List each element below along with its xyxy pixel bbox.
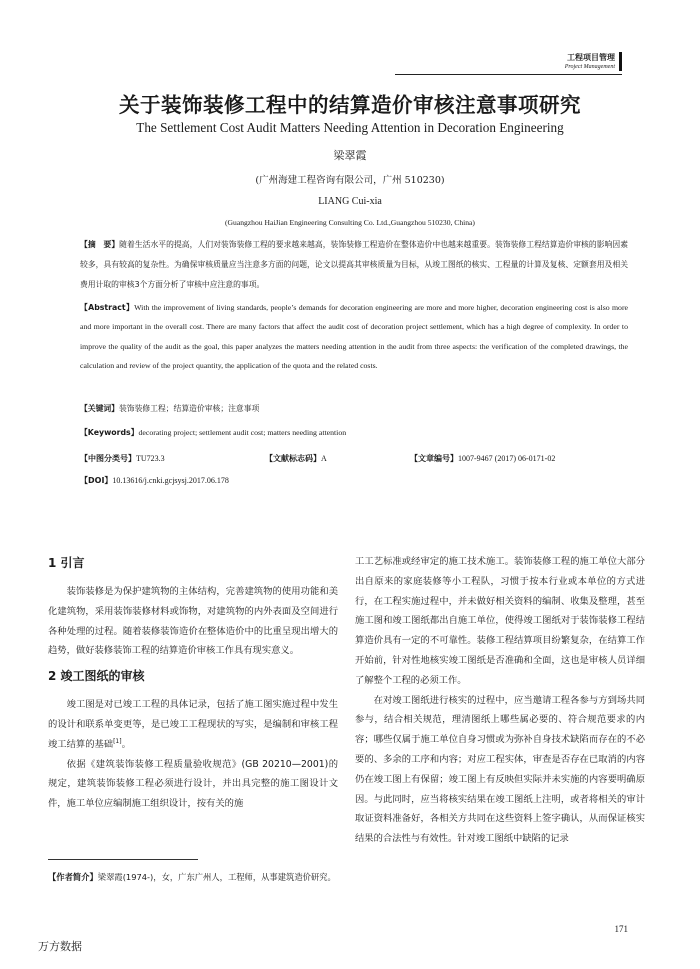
- paragraph-tail: 。: [121, 738, 131, 750]
- abstract-cn-label: 【摘 要】: [80, 240, 120, 249]
- article-no-item: [410, 450, 555, 468]
- section-heading: 1 引言: [48, 556, 85, 570]
- article-no-label: 【文章编号】: [410, 454, 458, 463]
- paragraph-text: 竣工图是对已竣工工程的具体记录，包括了施工图实施过程中发生的设计和联系单变更等，是已竣工工程现状的写实，是编制和审核工程竣工结算的基础: [48, 699, 338, 750]
- keywords-cn-text: 装饰装修工程；结算造价审核；注意事项: [118, 404, 260, 413]
- doi-label: 【DOI】: [80, 476, 113, 485]
- body-paragraph: 装饰装修是为保护建筑物的主体结构，完善建筑物的使用功能和美化建筑物，采用装饰装修材料或饰物，对建筑物的内外表面及空间进行各种处理的过程。随着装修装饰造价在整体造价中的比重呈现出增大的趋势，做好装修装饰工程的结算造价审核工作具有现实意义。: [48, 586, 338, 657]
- clc-value: TU723.3: [136, 454, 165, 463]
- doi-row: [80, 472, 628, 490]
- author-cn: 梁翠霞: [333, 149, 367, 162]
- footnote-rule: [48, 859, 198, 860]
- body-left-column: [48, 548, 338, 814]
- doc-code-label: 【文献标志码】: [265, 454, 321, 463]
- doc-code-value: A: [321, 454, 327, 463]
- keywords-cn-label: 【关键词】: [80, 404, 119, 413]
- body-paragraph: 工工艺标准或经审定的施工技术施工。装饰装修工程的施工单位大部分出自原来的家庭装修等小工程队，习惯于按本行业或本单位的方式进行，在工程实施过程中，并未做好相关资料的编制、收集及整理，甚至施工图和竣工图纸都出自施工单位，使得竣工图纸对于装饰装修工程结算造价具有一定的不可靠性。装修工程结算项目纷繁复杂，在结算工作开始前，针对性地核实竣工图纸是否准确和全面，这也是审核人员详细了解整个工程的必须工作。: [355, 556, 645, 686]
- author-en: LIANG Cui-xia: [318, 196, 382, 207]
- header-rule: [395, 74, 622, 75]
- keywords-cn: [80, 400, 628, 418]
- author-footnote: [48, 868, 338, 886]
- body-paragraph: 在对竣工图纸进行核实的过程中，应当邀请工程各参与方到场共同参与，结合相关规范，理清图纸上哪些属必要的、符合规范要求的内容；哪些仅属于施工单位自身习惯或为弥补自身技术缺陷而存在的不必要的、多余的工序和内容；对应工程实体，审查是否存在已取消的内容仍在竣工图上有保留；竣工图上有反映但实际并未实施的内容要明确原因。与此同时，应当将核实结果在竣工图纸上注明，或者将相关的审计取证资料准备好，各相关方共同在这些资料上签字确认，从而保证核实结果的合法性与有效性。针对竣工图纸中缺陷的记录: [355, 694, 645, 845]
- footnote-text: 梁翠霞(1974-)，女，广东广州人，工程师，从事建筑造价研究。: [97, 872, 336, 882]
- abstract-en-label: 【Abstract】: [80, 303, 135, 312]
- abstract-cn: [80, 235, 628, 295]
- clc-item: [80, 450, 165, 468]
- clc-label: 【中图分类号】: [80, 454, 136, 463]
- paper-title-cn: 关于装饰装修工程中的结算造价审核注意事项研究: [119, 93, 581, 117]
- affiliation-en: (Guangzhou HaiJian Engineering Consulting Co. Ltd.,Guangzhou 510230, China): [225, 218, 475, 227]
- affiliation-cn: (广州海建工程咨询有限公司，广州 510230): [255, 175, 445, 186]
- paper-title-en: The Settlement Cost Audit Matters Needing Attention in Decoration Engineering: [136, 120, 564, 135]
- abstract-en-text: With the improvement of living standards, people’s demands for decoration engineering are more and more higher, decoration engineering cost is also more and more important in the overall cost. There are many factors that affect the audit cost of decoration project settlement, which has a high degree of complexity. In order to improve the quality of the audit as the goal, this paper analyzes the matters needing attention in the audit from three aspects: the verification of the completed drawings, the calculation and review of the project quantity, the application of the quota and the related costs.: [80, 303, 628, 371]
- body-right-column: [355, 552, 645, 849]
- keywords-en: [80, 424, 628, 442]
- section-heading: 2 竣工图纸的审核: [48, 669, 145, 684]
- article-no-value: 1007-9467 (2017) 06-0171-02: [458, 454, 556, 463]
- column-name-cn: 工程项目管理: [567, 53, 615, 62]
- citation-mark: [1]: [113, 737, 122, 745]
- keywords-en-label: 【Keywords】: [80, 428, 139, 437]
- watermark: 万方数据: [38, 940, 82, 953]
- page-number: 171: [614, 924, 628, 934]
- abstract-en: [80, 298, 628, 376]
- footnote-label: 【作者简介】: [48, 872, 98, 882]
- doi-value: 10.13616/j.cnki.gcjsysj.2017.06.178: [112, 476, 229, 485]
- doc-code-item: [265, 450, 327, 468]
- body-paragraph: 依据《建筑装饰装修工程质量验收规范》(GB 20210—2001)的规定，建筑装饰装修工程必须进行设计，并出具完整的施工图设计文件，施工单位应编制施工组织设计，按有关的施: [48, 758, 338, 810]
- classification-row: [80, 450, 628, 468]
- body-paragraph: [48, 695, 338, 754]
- journal-column-tag: [565, 52, 622, 71]
- column-name-en: Project Management: [564, 64, 615, 70]
- abstract-cn-text: 随着生活水平的提高，人们对装饰装修工程的要求越来越高，装饰装修工程造价在整体造价中也越来越重要。装饰装修工程结算造价审核的影响因素较多，具有较高的复杂性。为确保审核质量应当注意多方面的问题，论文以提高其审核质量为目标，从竣工图纸的核实、工程量的计算及复核、定额套用及相关费用计取的审核3个方面分析了审核中应注意的事项。: [80, 240, 629, 289]
- keywords-en-text: decorating project; settlement audit cost; matters needing attention: [138, 428, 347, 437]
